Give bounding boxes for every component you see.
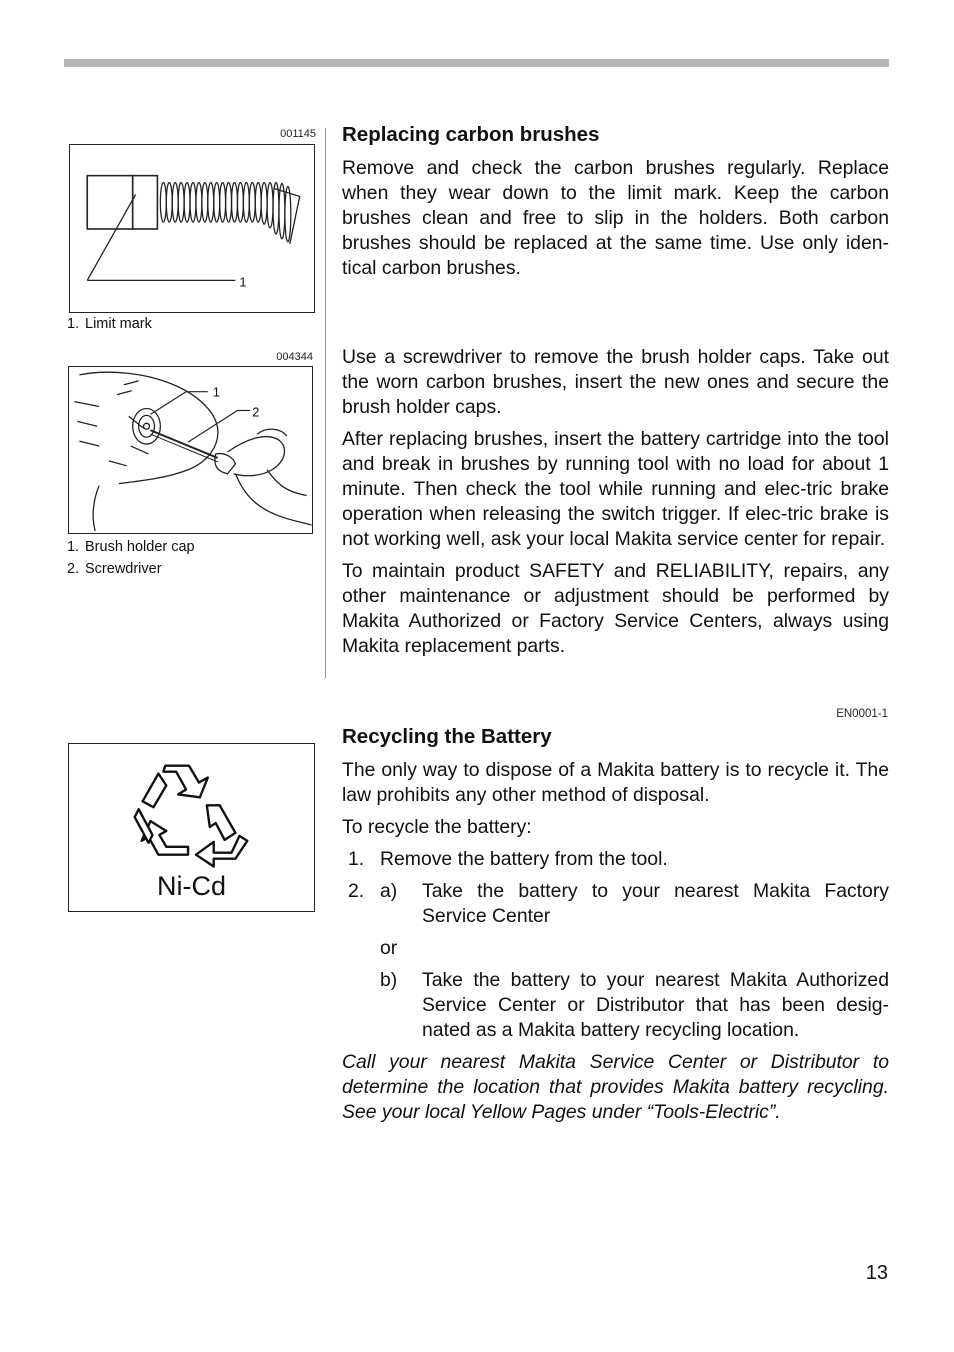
list-text: Remove the battery from the tool. bbox=[380, 848, 668, 870]
paragraph: Remove and check the carbon brushes regularly. Replace when they wear down to the limit mark. Keep the carbon brushes clean and free to slip in the holders. Both carbon brushes should be replaced at the same time. Use only iden-tical carbon brushes. bbox=[342, 157, 889, 279]
figure-caption bbox=[67, 558, 162, 580]
carbon-brush-illustration bbox=[70, 145, 314, 312]
figure-code: 004344 bbox=[276, 351, 313, 363]
limit-mark-callout: 1 bbox=[239, 274, 247, 290]
caption-number: 1. bbox=[67, 539, 80, 555]
list-item bbox=[342, 879, 889, 929]
paragraph: To recycle the battery: bbox=[342, 816, 532, 838]
section-title: Recycling the Battery bbox=[342, 725, 552, 748]
page-number: 13 bbox=[865, 1262, 888, 1284]
nicd-label: Ni-Cd bbox=[157, 871, 227, 901]
caption-number: 2. bbox=[67, 561, 80, 577]
brush-holder-cap-callout: 1 bbox=[212, 384, 220, 400]
sub-item-text: Take the battery to your nearest Makita Factory Service Center bbox=[422, 880, 889, 927]
screwdriver-illustration bbox=[69, 367, 312, 533]
carbon-brush-figure bbox=[69, 144, 315, 313]
caption-text: Limit mark bbox=[85, 316, 152, 332]
section-recycling bbox=[342, 724, 889, 1132]
screwdriver-callout: 2 bbox=[252, 404, 260, 420]
figure-code: 001145 bbox=[280, 128, 316, 140]
sub-item-label: a) bbox=[380, 880, 398, 902]
sub-item-text: Take the battery to your nearest Makita Authorized Service Center or Distributor that has been desig-nated as a Makita battery recycling location. bbox=[422, 969, 889, 1041]
caption-text: Brush holder cap bbox=[85, 539, 195, 555]
caption-number: 1. bbox=[67, 316, 80, 332]
list-number: 2. bbox=[348, 880, 365, 902]
list-number: 1. bbox=[348, 848, 365, 870]
figure-caption bbox=[67, 536, 195, 558]
section-replacing-brushes-continued bbox=[342, 345, 889, 666]
sub-item-label: b) bbox=[380, 969, 398, 991]
column-divider bbox=[325, 128, 326, 678]
paragraph: The only way to dispose of a Makita battery is to recycle it. The law prohibits any other method of disposal. bbox=[342, 759, 889, 806]
section-replacing-brushes bbox=[342, 122, 889, 288]
paragraph: Use a screwdriver to remove the brush holder caps. Take out the worn carbon brushes, insert the new ones and secure the brush holder caps. bbox=[342, 346, 889, 418]
list-item bbox=[342, 847, 889, 872]
recycle-figure bbox=[68, 743, 315, 912]
figure-caption bbox=[67, 313, 152, 335]
header-rule bbox=[64, 59, 889, 67]
caption-text: Screwdriver bbox=[85, 561, 162, 577]
list-item bbox=[342, 968, 889, 1043]
note-paragraph: Call your nearest Makita Service Center or Distributor to determine the location that provides Makita battery recycling. See your local Yellow Pages under “Tools-Electric”. bbox=[342, 1051, 889, 1123]
or-text: or bbox=[380, 937, 398, 959]
section-code: EN0001-1 bbox=[836, 708, 888, 720]
brush-holder-figure bbox=[68, 366, 313, 534]
paragraph: After replacing brushes, insert the battery cartridge into the tool and break in brushes by running tool with no load for about 1 minute. Then check the tool while running and elec-tric brake operation when releasing the switch trigger. If elec-tric brake is not working well, ask your local Makita service center for repair. bbox=[342, 428, 889, 550]
section-title: Replacing carbon brushes bbox=[342, 123, 600, 146]
paragraph: To maintain product SAFETY and RELIABILITY, repairs, any other maintenance or adjustment should be performed by Makita Authorized or Factory Service Centers, always using Makita replacement parts. bbox=[342, 560, 889, 657]
